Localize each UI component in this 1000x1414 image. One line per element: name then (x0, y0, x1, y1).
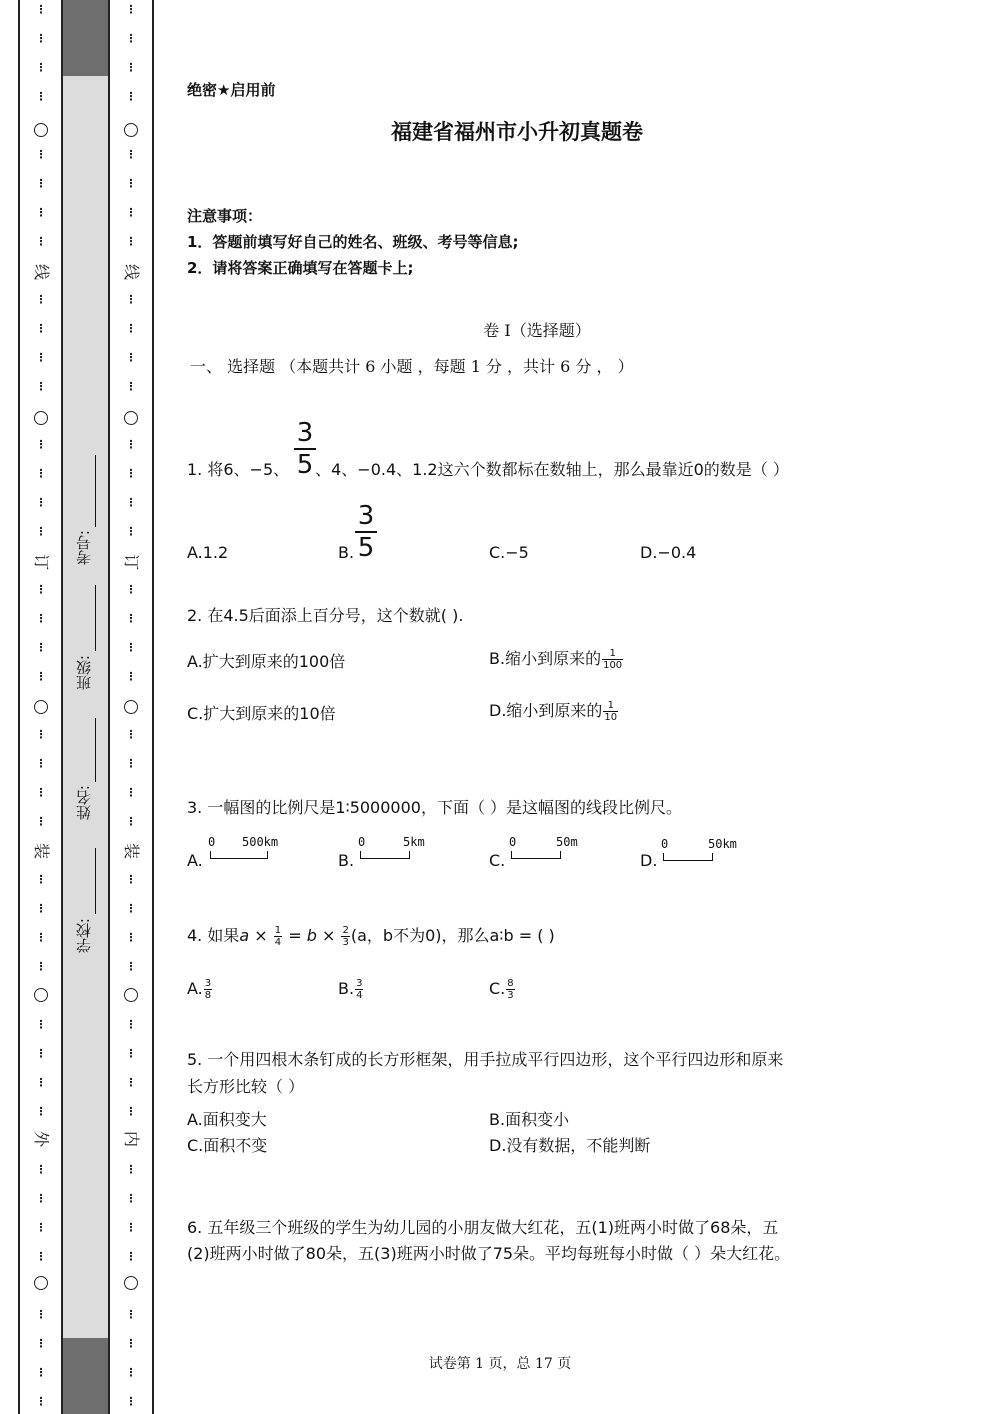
scale-value: 50km (708, 837, 737, 851)
cut-line-label: 外 (32, 1130, 51, 1147)
part-heading: 一、 选择题 （本题共计 6 小题 ，每题 1 分 ，共计 6 分 ， ） (190, 357, 634, 376)
dotted-line-segment: ⋮ (35, 670, 47, 683)
q3-option-b-scale[interactable] (358, 835, 438, 861)
dotted-line-segment: ⋮ (125, 177, 137, 190)
dotted-line-segment: ⋮ (125, 351, 137, 364)
dotted-line-segment: ⋮ (35, 612, 47, 625)
margin-inner-border (152, 0, 154, 1414)
dotted-line-segment: ⋮ (125, 583, 137, 596)
dotted-line-segment: ⋮ (35, 786, 47, 799)
margin-outer-border (18, 0, 20, 1414)
q4-var-a: a (239, 926, 250, 945)
dotted-line-segment: ⋮ (35, 1308, 47, 1321)
dotted-line-segment: ⋮ (35, 3, 47, 16)
q1-text-after: 、4、−0.4、1.2这六个数都标在数轴上，那么最靠近0的数是（ ） (315, 460, 789, 479)
dotted-line-segment: ⋮ (35, 815, 47, 828)
question-2-stem: 2. 在4.5后面添上百分号，这个数就( ). (187, 606, 464, 625)
dotted-line-segment: ⋮ (125, 931, 137, 944)
scale-zero: 0 (208, 835, 216, 849)
dotted-line-segment: ⋮ (35, 583, 47, 596)
question-5-line-1: 5. 一个用四根木条钉成的长方形框架，用手拉成平行四边形，这个平行四边形和原来 (187, 1050, 784, 1069)
dotted-line-segment: ⋮ (35, 467, 47, 480)
notice-heading: 注意事项： (187, 207, 263, 225)
outer-dotted-cut-line (30, 0, 52, 1414)
q1-option-b[interactable]: B. (338, 543, 355, 562)
exam-number-label: 考号: (75, 530, 93, 566)
q1-option-b-denominator: 5 (357, 533, 375, 563)
name-underline[interactable] (95, 718, 96, 782)
margin-strip-middle (62, 76, 108, 1338)
school-underline[interactable] (95, 848, 96, 914)
question-3-stem: 3. 一幅图的比例尺是1∶5000000，下面（ ）是这幅图的线段比例尺。 (187, 798, 683, 817)
dotted-line-segment: ⋮ (125, 1076, 137, 1089)
dotted-line-segment: ⋮ (125, 1221, 137, 1234)
margin-strip-left-line (61, 0, 63, 1414)
q4-times-2: × (321, 926, 336, 945)
dotted-line-segment: ⋮ (35, 931, 47, 944)
q2-option-d-fraction: $\frac{1}{10}$ (604, 700, 618, 723)
q2-option-d-text: D.缩小到原来的 (489, 701, 603, 720)
q3-option-d-letter[interactable]: D. (640, 851, 658, 870)
q4-fraction-2: $\frac{2}{3}$ (342, 925, 349, 948)
dotted-line-segment: ⋮ (125, 1047, 137, 1060)
dotted-line-segment: ⋮ (35, 438, 47, 451)
dotted-line-segment: ⋮ (125, 960, 137, 973)
dotted-line-segment: ⋮ (35, 61, 47, 74)
binding-hole-circle-icon (34, 411, 48, 425)
dotted-line-segment: ⋮ (35, 496, 47, 509)
q4-option-b[interactable] (338, 978, 364, 1001)
dotted-line-segment: ⋮ (125, 757, 137, 770)
q2-option-d[interactable] (489, 698, 619, 723)
scale-zero: 0 (509, 835, 517, 849)
q4-fraction-1: $\frac{1}{4}$ (274, 925, 282, 948)
dotted-line-segment: ⋮ (125, 467, 137, 480)
q1-option-b-fraction (355, 503, 377, 561)
dotted-line-segment: ⋮ (35, 206, 47, 219)
dotted-line-segment: ⋮ (125, 148, 137, 161)
school-label: 学校: (75, 918, 93, 954)
dotted-line-segment: ⋮ (35, 293, 47, 306)
q1-text-before: 1. 将6、−5、 (187, 460, 290, 479)
binding-hole-circle-icon (34, 988, 48, 1002)
dotted-line-segment: ⋮ (125, 873, 137, 886)
q4-text-2: (a，b不为0)，那么a∶b = ( ) (350, 926, 555, 945)
dotted-line-segment: ⋮ (125, 235, 137, 248)
scale-value: 500km (242, 835, 279, 849)
q1-option-c[interactable]: C.−5 (489, 543, 529, 562)
dotted-line-segment: ⋮ (35, 1192, 47, 1205)
dotted-line-segment: ⋮ (35, 322, 47, 335)
q5-option-d[interactable]: D.没有数据，不能判断 (489, 1136, 651, 1155)
dotted-line-segment: ⋮ (125, 90, 137, 103)
q4-option-b-fraction: $\frac{3}{4}$ (356, 978, 363, 1001)
dotted-line-segment: ⋮ (125, 3, 137, 16)
dotted-line-segment: ⋮ (125, 1308, 137, 1321)
dotted-line-segment: ⋮ (125, 1018, 137, 1031)
dotted-line-segment: ⋮ (35, 1076, 47, 1089)
q4-option-c-letter: C. (489, 979, 506, 998)
dotted-line-segment: ⋮ (125, 206, 137, 219)
page-title: 福建省福州市小升初真题卷 (391, 120, 643, 144)
notice-item-2: 2．请将答案正确填写在答题卡上; (187, 259, 414, 277)
dotted-line-segment: ⋮ (125, 612, 137, 625)
q1-fraction-numerator: 3 (296, 418, 314, 448)
dotted-line-segment: ⋮ (35, 235, 47, 248)
dotted-line-segment: ⋮ (125, 1250, 137, 1263)
q4-option-a-letter: A. (187, 979, 203, 998)
dotted-line-segment: ⋮ (125, 525, 137, 538)
dotted-line-segment: ⋮ (125, 1163, 137, 1176)
margin-strip-bottom (62, 1338, 108, 1414)
dotted-line-segment: ⋮ (125, 293, 137, 306)
binding-hole-circle-icon (124, 700, 138, 714)
dotted-line-segment: ⋮ (35, 1395, 47, 1408)
dotted-line-segment: ⋮ (35, 1366, 47, 1379)
class-label: 班级: (75, 655, 93, 691)
dotted-line-segment: ⋮ (125, 1105, 137, 1118)
dotted-line-segment: ⋮ (35, 902, 47, 915)
q4-times: × (254, 926, 268, 945)
dotted-line-segment: ⋮ (35, 960, 47, 973)
scale-bar (210, 851, 268, 859)
scale-value: 50m (556, 835, 578, 849)
scale-bar (511, 851, 561, 859)
q1-option-d[interactable]: D.−0.4 (640, 543, 697, 562)
dotted-line-segment: ⋮ (125, 1366, 137, 1379)
dotted-line-segment: ⋮ (125, 32, 137, 45)
cut-line-label: 装 (122, 842, 141, 859)
dotted-line-segment: ⋮ (125, 496, 137, 509)
binding-hole-circle-icon (34, 700, 48, 714)
q4-option-c[interactable] (489, 978, 516, 1001)
dotted-line-segment: ⋮ (35, 177, 47, 190)
dotted-line-segment: ⋮ (35, 873, 47, 886)
dotted-line-segment: ⋮ (35, 380, 47, 393)
cut-line-label: 线 (122, 263, 141, 280)
cut-line-label: 装 (32, 842, 51, 859)
dotted-line-segment: ⋮ (35, 1250, 47, 1263)
scale-value: 5km (403, 835, 425, 849)
margin-strip-top (62, 0, 108, 76)
margin-strip-right-line (108, 0, 110, 1414)
dotted-line-segment: ⋮ (35, 1221, 47, 1234)
cut-line-label: 订 (122, 553, 141, 570)
dotted-line-segment: ⋮ (35, 525, 47, 538)
dotted-line-segment: ⋮ (125, 641, 137, 654)
dotted-line-segment: ⋮ (35, 1337, 47, 1350)
dotted-line-segment: ⋮ (35, 1047, 47, 1060)
question-4-stem (187, 923, 555, 949)
q2-option-b-fraction: $\frac{1}{100}$ (603, 648, 623, 671)
q4-option-a[interactable] (187, 978, 213, 1001)
q3-option-d-scale[interactable] (661, 837, 751, 863)
q5-option-c[interactable]: C.面积不变 (187, 1136, 268, 1155)
q1-option-b-numerator: 3 (357, 501, 375, 531)
q4-text-1: 4. 如果 (187, 926, 240, 945)
notice-item-1: 1．答题前填写好自己的姓名、班级、考号等信息; (187, 233, 519, 251)
q5-option-b[interactable]: B.面积变小 (489, 1110, 570, 1129)
dotted-line-segment: ⋮ (35, 1163, 47, 1176)
dotted-line-segment: ⋮ (125, 322, 137, 335)
q3-option-c-scale[interactable] (509, 835, 589, 861)
dotted-line-segment: ⋮ (35, 641, 47, 654)
q4-option-c-fraction: $\frac{8}{3}$ (507, 978, 514, 1001)
dotted-line-segment: ⋮ (35, 148, 47, 161)
dotted-line-segment: ⋮ (125, 902, 137, 915)
dotted-line-segment: ⋮ (125, 728, 137, 741)
q5-option-a[interactable]: A.面积变大 (187, 1110, 267, 1129)
binding-hole-circle-icon (124, 1276, 138, 1290)
q4-var-b: b (306, 926, 317, 945)
dotted-line-segment: ⋮ (35, 1018, 47, 1031)
name-label: 姓名: (75, 785, 93, 821)
q4-option-b-letter: B. (338, 979, 355, 998)
dotted-line-segment: ⋮ (125, 1337, 137, 1350)
cut-line-label: 线 (32, 263, 51, 280)
q2-option-a[interactable]: A.扩大到原来的100倍 (187, 652, 346, 671)
dotted-line-segment: ⋮ (125, 670, 137, 683)
dotted-line-segment: ⋮ (125, 786, 137, 799)
question-6-line-1: 6. 五年级三个班级的学生为幼儿园的小朋友做大红花，五(1)班两小时做了68朵，五 (187, 1218, 779, 1237)
dotted-line-segment: ⋮ (35, 90, 47, 103)
scale-bar (663, 853, 713, 861)
scale-zero: 0 (358, 835, 366, 849)
q3-option-a-letter[interactable]: A. (187, 851, 203, 870)
dotted-line-segment: ⋮ (35, 728, 47, 741)
dotted-line-segment: ⋮ (125, 438, 137, 451)
scale-bar (360, 851, 410, 859)
dotted-line-segment: ⋮ (125, 1192, 137, 1205)
dotted-line-segment: ⋮ (35, 757, 47, 770)
dotted-line-segment: ⋮ (125, 61, 137, 74)
q3-option-b-letter[interactable]: B. (338, 851, 355, 870)
q2-option-b-text: B.缩小到原来的 (489, 649, 602, 668)
volume-heading: 卷 I（选择题） (483, 321, 591, 340)
q1-fraction (294, 420, 316, 478)
q1-fraction-denominator: 5 (296, 450, 314, 480)
binding-hole-circle-icon (124, 988, 138, 1002)
q2-option-b[interactable] (489, 646, 624, 671)
q1-option-a[interactable]: A.1.2 (187, 543, 229, 562)
question-1-stem (187, 457, 789, 483)
question-5-line-2: 长方形比较（ ） (187, 1077, 305, 1096)
dotted-line-segment: ⋮ (35, 32, 47, 45)
dotted-line-segment: ⋮ (125, 815, 137, 828)
dotted-line-segment: ⋮ (35, 351, 47, 364)
exam-number-underline[interactable] (95, 455, 96, 527)
class-underline[interactable] (95, 585, 96, 651)
q2-option-c[interactable]: C.扩大到原来的10倍 (187, 704, 336, 723)
q4-option-a-fraction: $\frac{3}{8}$ (204, 978, 212, 1001)
binding-hole-circle-icon (34, 123, 48, 137)
dotted-line-segment: ⋮ (35, 1105, 47, 1118)
q3-option-c-letter[interactable]: C. (489, 851, 506, 870)
scale-zero: 0 (661, 837, 669, 851)
binding-hole-circle-icon (124, 123, 138, 137)
q4-equals: = (288, 926, 302, 945)
inner-dotted-cut-line (120, 0, 142, 1414)
confidential-label: 绝密★启用前 (187, 81, 276, 99)
cut-line-label: 订 (32, 553, 51, 570)
q3-option-a-scale[interactable] (208, 835, 298, 861)
question-6-line-2: (2)班两小时做了80朵，五(3)班两小时做了75朵。平均每班每小时做（ ）朵大红花。 (187, 1244, 791, 1263)
binding-hole-circle-icon (34, 1276, 48, 1290)
page-footer: 试卷第 1 页，总 17 页 (428, 1356, 572, 1372)
binding-hole-circle-icon (124, 411, 138, 425)
dotted-line-segment: ⋮ (125, 1395, 137, 1408)
dotted-line-segment: ⋮ (125, 380, 137, 393)
cut-line-label: 内 (122, 1130, 141, 1147)
